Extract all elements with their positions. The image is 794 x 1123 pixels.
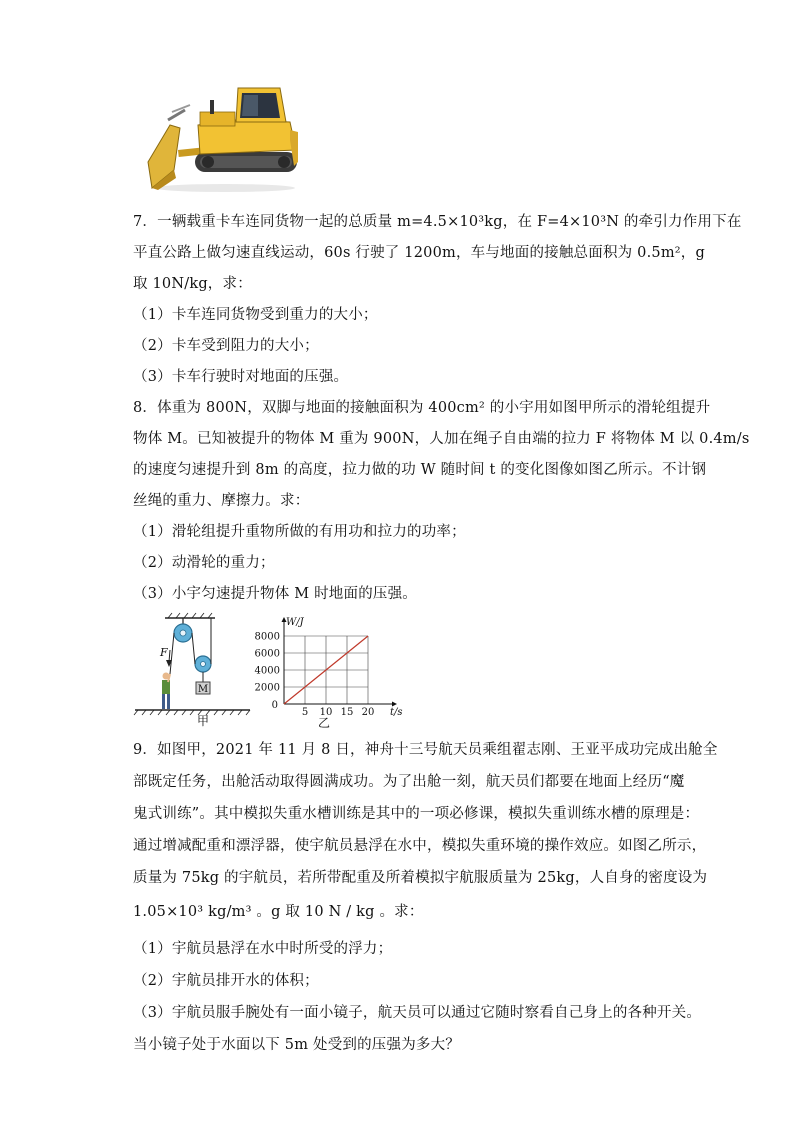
q7-line-1: 7．一辆载重卡车连同货物一起的总质量 m=4.5×10³kg，在 F=4×10³N 的牵引力作用下在 — [133, 214, 742, 230]
q9-line-5: 质量为 75kg 的宇航员，若所带配重及所着模拟宇航服质量为 25kg，人自身的密度设为 — [133, 870, 708, 886]
x-tick-label: 15 — [340, 707, 354, 718]
x-axis-label: t/s — [390, 707, 403, 718]
graph-axes — [282, 617, 398, 707]
q7-sub-3: （3）卡车行驶时对地面的压强。 — [133, 369, 349, 385]
q8-sub-3: （3）小宇匀速提升物体 M 时地面的压强。 — [133, 586, 417, 602]
q9-line-4: 通过增减配重和漂浮器，使宇航员悬浮在水中，模拟失重环境的操作效应。如图乙所示， — [133, 838, 707, 854]
q9-sub-1: （1）宇航员悬浮在水中时所受的浮力； — [133, 941, 393, 957]
q9-sub-2: （2）宇航员排开水的体积； — [133, 973, 319, 989]
q7-line-2: 平直公路上做匀速直线运动，60s 行驶了 1200m，车与地面的接触总面积为 0.5m²，g — [133, 245, 705, 261]
q9-sub-3-cont: 当小镜子处于水面以下 5m 处受到的压强为多大？ — [133, 1037, 460, 1053]
mass-label: M — [197, 684, 209, 695]
x-axis-arrow — [392, 702, 397, 707]
y-axis-label: W/J — [286, 617, 304, 628]
q7-sub-2: （2）卡车受到阻力的大小； — [133, 338, 319, 354]
force-label: F — [160, 646, 168, 659]
origin-label: 0 — [271, 700, 278, 711]
q9-line-2: 部既定任务，出舱活动取得圆满成功。为了出舱一刻，航天员们都要在地面上经历“魔 — [133, 774, 685, 790]
q7-sub-1: （1）卡车连同货物受到重力的大小； — [133, 307, 378, 323]
fig-yi-label: 乙 — [317, 716, 331, 730]
q9-line-1: 9．如图甲，2021 年 11 月 8 日，神舟十三号航天员乘组翟志刚、王亚平成功完成出舱全 — [133, 742, 718, 758]
y-tick-label: 2000 — [254, 682, 280, 694]
q8-sub-2: （2）动滑轮的重力； — [133, 555, 275, 571]
bulldozer-image — [140, 70, 300, 195]
q8-line-3: 的速度匀速提升到 8m 的高度，拉力做的功 W 随时间 t 的变化图像如图乙所示。不计钢 — [133, 462, 707, 478]
fig-jia-label: 甲 — [196, 714, 210, 727]
q9-sub-3: （3）宇航员服手腕处有一面小镜子，航天员可以通过它随时察看自己身上的各种开关。 — [133, 1005, 702, 1021]
work-time-graph — [252, 614, 412, 732]
x-tick-label: 20 — [361, 707, 375, 718]
y-tick-label: 4000 — [254, 665, 280, 677]
q8-line-4: 丝绳的重力、摩擦力。求： — [133, 493, 310, 509]
q9-line-6: 1.05×10³ kg/m³ 。g 取 10 N / kg 。求： — [133, 904, 424, 920]
pulley-diagram — [130, 612, 255, 727]
y-tick-label: 6000 — [254, 648, 280, 660]
q8-sub-1: （1）滑轮组提升重物所做的有用功和拉力的功率； — [133, 524, 466, 540]
q7-line-3: 取 10N/kg，求： — [133, 276, 252, 292]
x-tick-label: 5 — [301, 707, 309, 718]
q8-line-1: 8．体重为 800N，双脚与地面的接触面积为 400cm² 的小宇用如图甲所示的滑轮组提升 — [133, 400, 711, 416]
x-tick-label: 10 — [319, 707, 333, 718]
y-tick-label: 8000 — [254, 631, 280, 643]
q8-line-2: 物体 M。已知被提升的物体 M 重为 900N，人加在绳子自由端的拉力 F 将物体 M 以 0.4m/s — [133, 431, 750, 447]
q9-line-3: 鬼式训练”。其中模拟失重水槽训练是其中的一项必修课，模拟失重训练水槽的原理是： — [133, 806, 700, 822]
